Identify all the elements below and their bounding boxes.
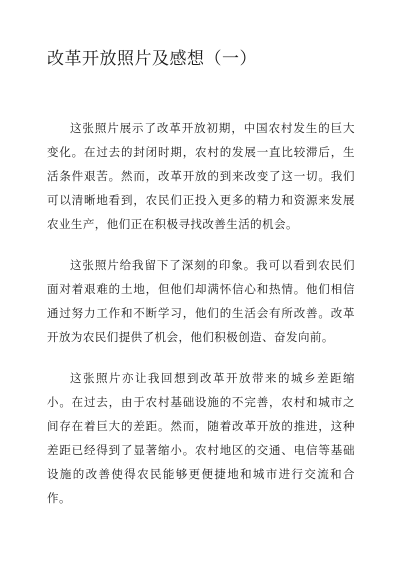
paragraph-3: 这张照片亦让我回想到改革开放带来的城乡差距缩小。在过去，由于农村基础设施的不完善，农村和城市之间存在着巨大的差距。然而，随着改革开放的推进，这种差距已经得到了显著缩小。农村地区的交通、电信等基础设施的改善使得农民能够更便捷地和城市进行交流和合作。 — [47, 371, 355, 505]
paragraph-1: 这张照片展示了改革开放初期，中国农村发生的巨大变化。在过去的封闭时期，农村的发展一直比较滞后，生活条件艰苦。然而，改革开放的到来改变了这一切。我们可以清晰地看到，农民们正投入更多的精力和资源来发展农业生产，他们正在积极寻找改善生活的机会。 — [47, 121, 355, 231]
page-title: 改革开放照片及感想（一） — [47, 49, 257, 69]
document-body — [47, 116, 355, 527]
paragraph-2: 这张照片给我留下了深刻的印象。我可以看到农民们面对着艰难的土地，但他们却满怀信心和热情。他们相信通过努力工作和不断学习，他们的生活会有所改善。改革开放为农民们提供了机会，他们积极创造、奋发向前。 — [47, 258, 355, 344]
